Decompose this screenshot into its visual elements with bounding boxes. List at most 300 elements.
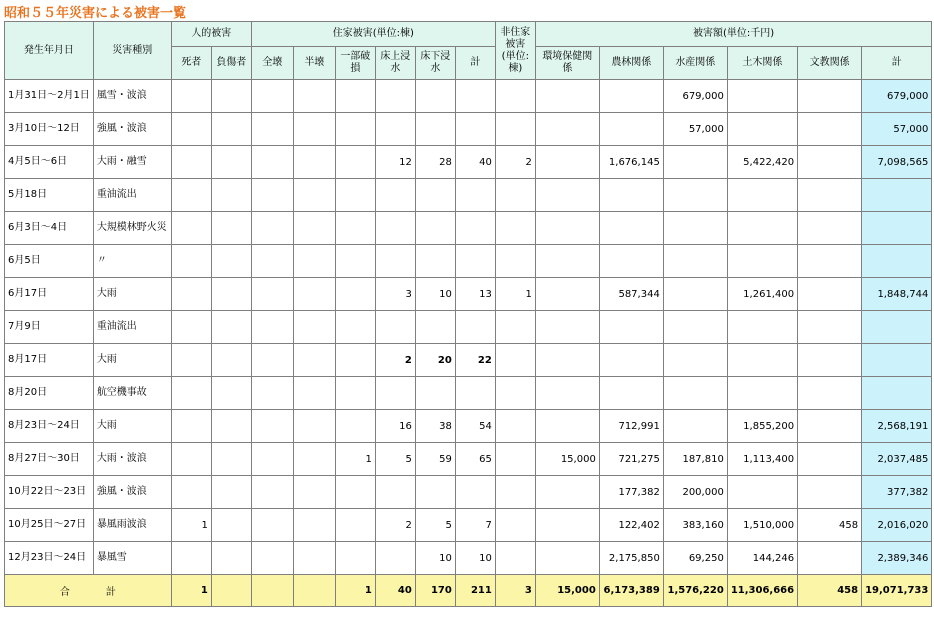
row-cell [798,311,862,344]
row-cell [171,212,211,245]
row-cell: 2 [375,509,415,542]
row-cell [335,179,375,212]
row-cell [293,542,335,575]
row-cell [495,377,535,410]
row-cell [415,377,455,410]
row-cell [727,113,797,146]
header-below-floor: 床下浸水 [415,47,455,80]
row-date: 6月3日～4日 [5,212,94,245]
row-cell: 587,344 [599,278,663,311]
row-cell [335,245,375,278]
row-date: 6月17日 [5,278,94,311]
row-cell: 144,246 [727,542,797,575]
row-cell [495,212,535,245]
row-cell: 1 [495,278,535,311]
header-date: 発生年月日 [5,22,94,80]
row-cell: 679,000 [663,80,727,113]
row-cell [251,179,293,212]
table-row [5,542,932,575]
row-cell [293,245,335,278]
row-cell [171,179,211,212]
row-cell: 13 [455,278,495,311]
row-cell [211,212,251,245]
row-cell [211,179,251,212]
total-label-2: 計 [105,587,116,598]
row-cell: 28 [415,146,455,179]
row-cell [663,146,727,179]
row-cell [293,476,335,509]
row-cell [535,245,599,278]
row-cell [727,311,797,344]
row-cell [535,278,599,311]
row-cell [211,476,251,509]
row-cell [798,80,862,113]
row-cell [663,212,727,245]
header-education: 文教関係 [798,47,862,80]
table-row [5,278,932,311]
row-cell: 1 [335,443,375,476]
total-cell: 19,071,733 [862,575,932,607]
row-cell [862,212,932,245]
row-cell [535,113,599,146]
row-type: 大雨 [93,278,171,311]
row-cell [251,344,293,377]
header-total-destroyed: 全壊 [251,47,293,80]
row-cell [251,245,293,278]
row-cell [727,476,797,509]
row-cell [535,311,599,344]
row-cell [862,344,932,377]
row-cell: 1,510,000 [727,509,797,542]
row-cell: 20 [415,344,455,377]
row-cell [495,245,535,278]
row-cell [293,146,335,179]
row-cell [798,410,862,443]
row-date: 5月18日 [5,179,94,212]
row-cell [171,443,211,476]
row-cell: 40 [455,146,495,179]
row-cell [798,179,862,212]
row-cell: 57,000 [862,113,932,146]
row-date: 4月5日～6日 [5,146,94,179]
row-cell [211,410,251,443]
row-cell [293,410,335,443]
row-cell [251,476,293,509]
row-date: 1月31日～2月1日 [5,80,94,113]
total-cell: 40 [375,575,415,607]
row-cell: 10 [415,542,455,575]
row-cell: 1,848,744 [862,278,932,311]
total-cell: 3 [495,575,535,607]
row-date: 12月23日～24日 [5,542,94,575]
row-cell [495,113,535,146]
row-cell [211,278,251,311]
row-cell [535,542,599,575]
row-cell: 15,000 [535,443,599,476]
row-cell [375,377,415,410]
total-cell: 1 [171,575,211,607]
total-cell: 458 [798,575,862,607]
row-cell [415,80,455,113]
total-label [5,575,172,607]
row-cell: 1,855,200 [727,410,797,443]
row-cell [535,146,599,179]
table-row [5,113,932,146]
row-cell [455,476,495,509]
row-cell: 57,000 [663,113,727,146]
row-cell [251,311,293,344]
row-cell [495,344,535,377]
row-cell [211,245,251,278]
row-cell [335,542,375,575]
row-cell [375,542,415,575]
row-cell [535,80,599,113]
table-row [5,80,932,113]
row-type: 強風・波浪 [93,476,171,509]
row-cell [335,278,375,311]
row-cell: 5 [415,509,455,542]
row-cell [663,179,727,212]
row-date: 10月25日～27日 [5,509,94,542]
row-cell [375,311,415,344]
row-cell [171,245,211,278]
row-cell [455,245,495,278]
row-cell [335,410,375,443]
total-cell: 1,576,220 [663,575,727,607]
row-cell: 3 [375,278,415,311]
row-cell [375,80,415,113]
row-cell [495,509,535,542]
row-type: 大雨 [93,410,171,443]
row-cell [727,377,797,410]
row-date: 3月10日～12日 [5,113,94,146]
table-row [5,311,932,344]
page-title: 昭和５５年災害による被害一覧 [4,6,187,21]
row-cell [251,212,293,245]
row-cell [798,113,862,146]
table-row [5,212,932,245]
row-cell [495,410,535,443]
total-cell: 170 [415,575,455,607]
row-cell [798,476,862,509]
row-cell [171,311,211,344]
row-cell [415,113,455,146]
header-fishery: 水産関係 [663,47,727,80]
header-row-top [5,22,932,47]
row-cell [727,245,797,278]
row-cell: 177,382 [599,476,663,509]
row-cell [293,113,335,146]
row-cell [663,278,727,311]
row-cell [535,212,599,245]
header-human: 人的被害 [171,22,251,47]
row-cell [375,212,415,245]
row-cell [335,311,375,344]
header-amount-total: 計 [862,47,932,80]
row-cell [663,344,727,377]
table-row [5,476,932,509]
total-cell [293,575,335,607]
header-injured: 負傷者 [211,47,251,80]
row-cell [495,542,535,575]
row-cell [798,443,862,476]
row-cell [293,377,335,410]
row-cell [293,179,335,212]
table-row [5,443,932,476]
row-cell [599,212,663,245]
row-cell: 16 [375,410,415,443]
row-cell [495,476,535,509]
row-cell [455,377,495,410]
row-cell [293,278,335,311]
row-cell: 12 [375,146,415,179]
row-type: 重油流出 [93,179,171,212]
row-cell: 10 [455,542,495,575]
row-date: 8月20日 [5,377,94,410]
row-type: 重油流出 [93,311,171,344]
row-cell: 712,991 [599,410,663,443]
row-cell [727,212,797,245]
row-cell [171,80,211,113]
header-type: 災害種別 [93,22,171,80]
total-cell: 11,306,666 [727,575,797,607]
row-date: 8月23日～24日 [5,410,94,443]
row-cell [495,311,535,344]
row-cell [798,212,862,245]
row-cell [171,344,211,377]
row-cell [663,311,727,344]
header-housing-total: 計 [455,47,495,80]
row-cell: 22 [455,344,495,377]
row-date: 7月9日 [5,311,94,344]
row-cell [211,80,251,113]
row-cell [535,179,599,212]
row-cell [171,476,211,509]
row-cell: 1,676,145 [599,146,663,179]
row-cell [599,377,663,410]
row-cell [415,311,455,344]
row-cell: 38 [415,410,455,443]
row-cell [251,410,293,443]
row-cell [862,245,932,278]
row-cell [455,212,495,245]
row-cell [293,443,335,476]
row-cell [495,443,535,476]
row-cell [663,410,727,443]
row-date: 6月5日 [5,245,94,278]
row-cell [798,278,862,311]
header-amount: 被害額(単位:千円) [535,22,932,47]
row-date: 8月17日 [5,344,94,377]
row-cell [335,113,375,146]
row-cell: 2,016,020 [862,509,932,542]
row-cell [535,509,599,542]
table-row [5,245,932,278]
row-cell [211,344,251,377]
row-cell [293,80,335,113]
total-label-1: 合 [59,587,70,598]
row-cell [415,245,455,278]
row-cell [599,179,663,212]
row-cell [798,146,862,179]
table-row [5,410,932,443]
row-cell [211,377,251,410]
row-cell [251,146,293,179]
total-cell: 211 [455,575,495,607]
row-cell: 5 [375,443,415,476]
table-row [5,146,932,179]
row-type: 大規模林野火災 [93,212,171,245]
header-civil: 土木関係 [727,47,797,80]
row-cell: 2,175,850 [599,542,663,575]
row-cell [375,476,415,509]
total-row [5,575,932,607]
row-cell [415,212,455,245]
row-cell [171,410,211,443]
row-cell: 1 [171,509,211,542]
table-row [5,377,932,410]
row-cell [455,80,495,113]
header-half-destroyed: 半壊 [293,47,335,80]
row-cell [535,377,599,410]
row-cell [251,443,293,476]
row-cell [727,179,797,212]
header-housing: 住家被害(単位:棟) [251,22,495,47]
table-row [5,344,932,377]
table-body [5,80,932,575]
disaster-damage-table [4,21,932,607]
row-type: 大雨・融雪 [93,146,171,179]
row-cell [171,542,211,575]
row-cell [251,113,293,146]
row-cell [171,146,211,179]
row-cell [251,377,293,410]
row-cell: 383,160 [663,509,727,542]
row-cell [599,80,663,113]
header-agri-forest: 農林関係 [599,47,663,80]
row-cell [455,311,495,344]
row-cell: 7 [455,509,495,542]
row-cell: 2 [375,344,415,377]
row-cell [663,377,727,410]
row-cell [293,212,335,245]
row-cell [211,146,251,179]
row-cell: 2,037,485 [862,443,932,476]
row-type: 航空機事故 [93,377,171,410]
row-cell [211,542,251,575]
row-cell [293,344,335,377]
row-cell [862,179,932,212]
total-cell: 1 [335,575,375,607]
row-cell [335,212,375,245]
row-cell [862,311,932,344]
row-cell [862,377,932,410]
row-cell: 187,810 [663,443,727,476]
row-cell [375,113,415,146]
row-cell [727,344,797,377]
total-cell: 15,000 [535,575,599,607]
row-cell [251,542,293,575]
row-type: 暴風雪 [93,542,171,575]
row-cell [415,476,455,509]
row-cell: 2,568,191 [862,410,932,443]
row-cell [335,146,375,179]
row-cell [293,509,335,542]
row-cell [727,80,797,113]
row-type: 〃 [93,245,171,278]
row-cell [335,377,375,410]
row-type: 風雪・波浪 [93,80,171,113]
row-cell [293,311,335,344]
row-cell: 200,000 [663,476,727,509]
header-partial: 一部破損 [335,47,375,80]
row-cell [251,80,293,113]
table-row [5,179,932,212]
row-cell: 69,250 [663,542,727,575]
row-cell [535,476,599,509]
row-cell [495,80,535,113]
row-cell [211,311,251,344]
row-cell [251,509,293,542]
header-above-floor: 床上浸水 [375,47,415,80]
row-cell [335,80,375,113]
row-cell [335,344,375,377]
row-cell: 679,000 [862,80,932,113]
row-cell: 2 [495,146,535,179]
row-cell [798,542,862,575]
row-cell [798,245,862,278]
row-cell: 122,402 [599,509,663,542]
header-env-health: 環境保健関係 [535,47,599,80]
row-cell [455,113,495,146]
row-cell [375,179,415,212]
row-cell: 54 [455,410,495,443]
row-cell [798,377,862,410]
row-cell [251,278,293,311]
row-cell [171,113,211,146]
row-cell [663,245,727,278]
total-cell [211,575,251,607]
row-cell [211,113,251,146]
row-cell: 59 [415,443,455,476]
header-deaths: 死者 [171,47,211,80]
row-cell [599,344,663,377]
row-cell: 721,275 [599,443,663,476]
row-cell: 65 [455,443,495,476]
row-cell [171,278,211,311]
row-cell [798,344,862,377]
row-type: 大雨 [93,344,171,377]
row-cell: 1,113,400 [727,443,797,476]
row-cell: 377,382 [862,476,932,509]
row-cell: 2,389,346 [862,542,932,575]
row-cell [599,311,663,344]
row-cell [335,509,375,542]
row-type: 暴風雨波浪 [93,509,171,542]
row-date: 10月22日～23日 [5,476,94,509]
row-cell: 10 [415,278,455,311]
row-cell [535,344,599,377]
row-cell [375,245,415,278]
total-cell [251,575,293,607]
table-row [5,509,932,542]
row-cell: 5,422,420 [727,146,797,179]
row-cell [415,179,455,212]
row-cell [335,476,375,509]
row-cell [599,245,663,278]
row-cell: 1,261,400 [727,278,797,311]
header-nonhousing: 非住家被害(単位:棟) [495,22,535,80]
